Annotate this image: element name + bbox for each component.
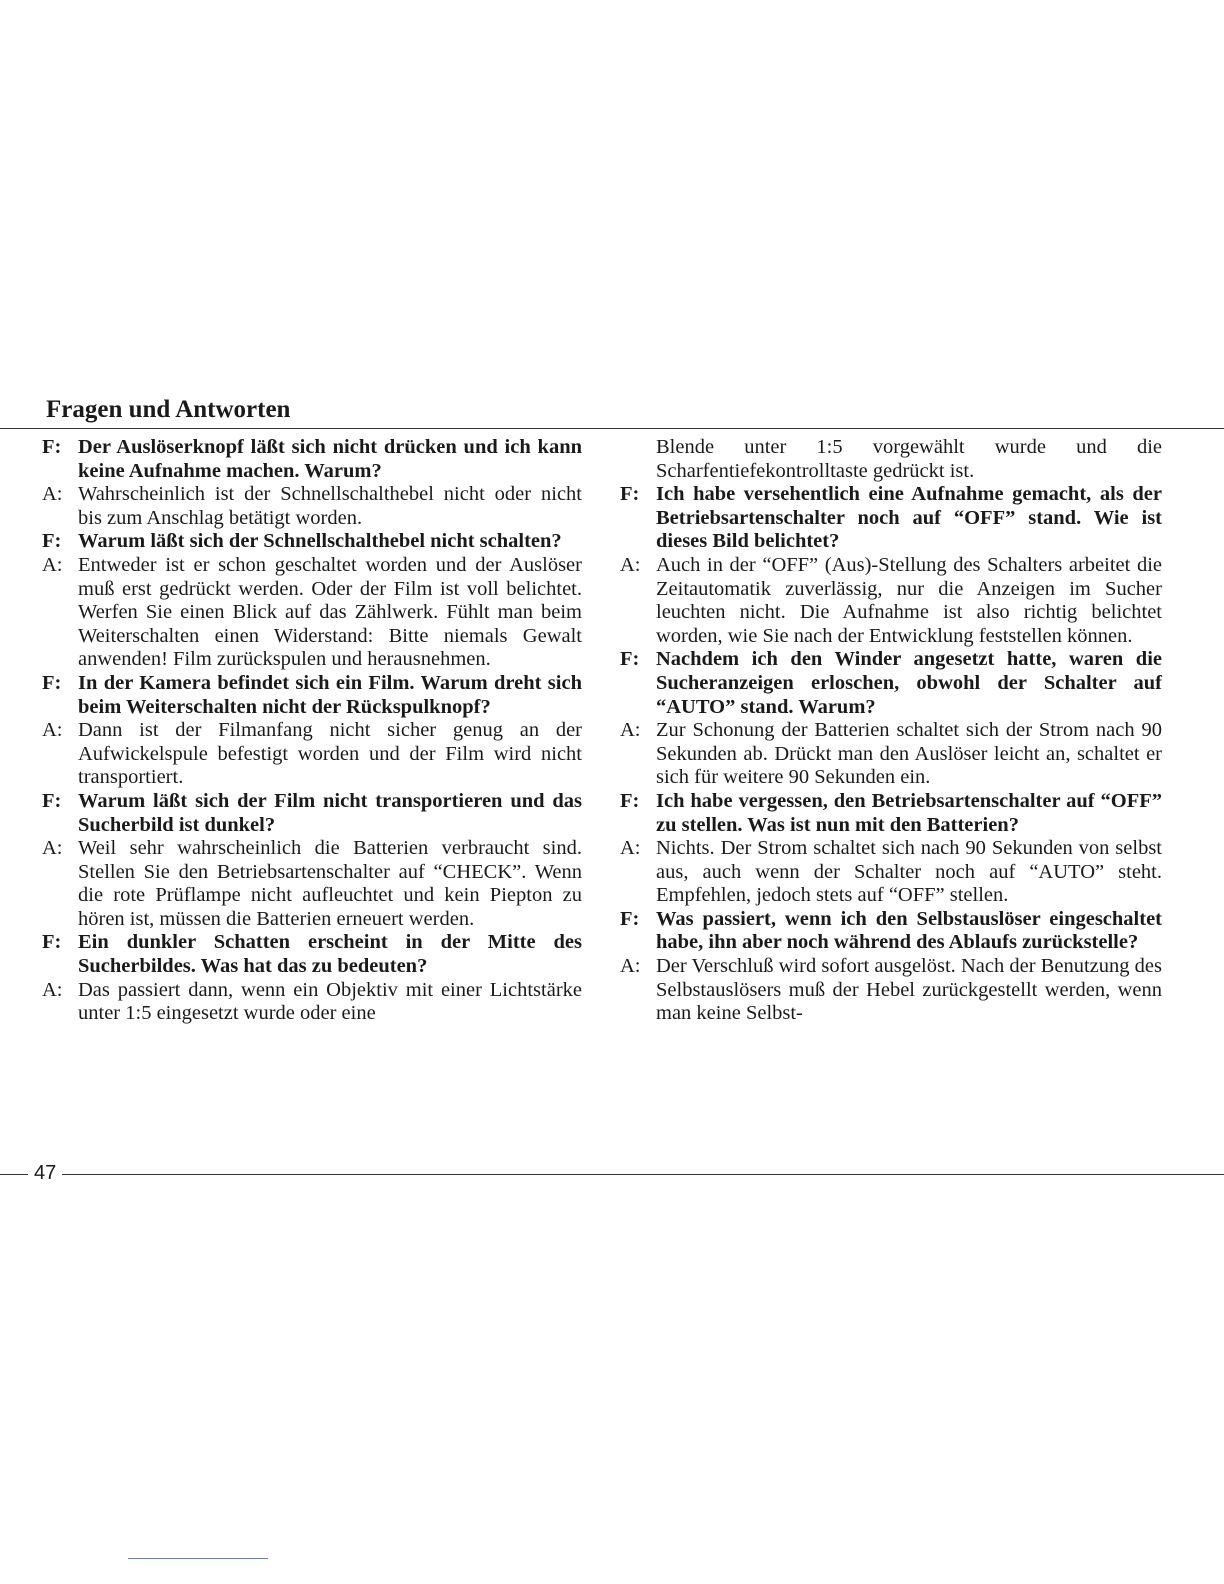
footer-divider: [128, 1558, 268, 1559]
question-item: [620, 483, 1162, 554]
answer-item: [620, 837, 1162, 908]
question-item: [42, 790, 582, 837]
page-number: 47: [28, 1162, 62, 1185]
answer-text: Entweder ist er schon geschaltet worden und der Auslöser muß erst gedrückt werden. Oder der Film ist voll belichtet. Werfen Sie einen Blick auf das Zählwerk. Fühlt man beim Weiterschalten einen Widerstand: Bitte niemals Gewalt anwenden! Film zurückspulen und herausnehmen.: [78, 553, 582, 671]
question-item: [42, 530, 582, 554]
footer-rule: [0, 1174, 1224, 1175]
question-marker: F:: [620, 907, 640, 930]
question-marker: F:: [620, 483, 640, 506]
question-item: [620, 648, 1162, 719]
answer-marker: A:: [620, 955, 641, 978]
answer-item: [620, 719, 1162, 790]
answer-marker: A:: [42, 553, 63, 576]
answer-text: Das passiert dann, wenn ein Objektiv mit einer Lichtstärke unter 1:5 eingesetzt wurde oder eine: [78, 978, 582, 1025]
answer-item: [42, 837, 582, 931]
question-text: Der Auslöserknopf läßt sich nicht drücken und ich kann keine Aufnahme machen. Warum?: [78, 436, 582, 482]
answer-item: [42, 483, 582, 530]
answer-item: [42, 979, 582, 1026]
question-marker: F:: [620, 648, 640, 671]
question-marker: F:: [42, 931, 62, 954]
answer-continuation: Blende unter 1:5 vorgewählt wurde und die Scharfentiefekontrolltaste gedrückt ist.: [656, 436, 1162, 482]
question-text: Was passiert, wenn ich den Selbstauslöser eingeschaltet habe, ihn aber noch während des Ablaufs zurückstelle?: [656, 907, 1162, 954]
answer-text: Zur Schonung der Batterien schaltet sich der Strom nach 90 Sekunden ab. Drückt man den Auslöser leicht an, schaltet er sich für weitere 90 Sekunden ein.: [656, 719, 1162, 789]
answer-item: [42, 554, 582, 672]
question-marker: F:: [42, 671, 62, 694]
answer-text: Dann ist der Filmanfang nicht sicher genug an der Aufwickelspule befestigt worden und der Film wird nicht transportiert.: [78, 719, 582, 789]
answer-text: Auch in der “OFF” (Aus)-Stellung des Schalters arbeitet die Zeitautomatik zuverlässig, nur die Anzeigen im Sucher leuchten nicht. Die Aufnahme ist also richtig belichtet worden, wie Sie nach der Entwicklung feststellen können.: [656, 553, 1162, 647]
answer-marker: A:: [42, 483, 63, 506]
answer-text: Der Verschluß wird sofort ausgelöst. Nach der Benutzung des Selbstauslösers muß der Hebel zurückgestellt werden, wenn man keine Selbst-: [656, 955, 1162, 1025]
question-item: [42, 672, 582, 719]
header-rule: [0, 428, 1224, 429]
question-text: Warum läßt sich der Film nicht transportieren und das Sucherbild ist dunkel?: [78, 789, 582, 836]
answer-item: [620, 955, 1162, 1026]
left-column: [42, 436, 582, 1026]
answer-item: [42, 719, 582, 790]
question-marker: F:: [42, 530, 62, 553]
question-marker: F:: [42, 436, 62, 458]
question-text: Ich habe versehentlich eine Aufnahme gemacht, als der Betriebsartenschalter noch auf “OFF” stand. Wie ist dieses Bild belichtet?: [656, 483, 1162, 553]
answer-item: [620, 554, 1162, 648]
question-item: [42, 931, 582, 978]
question-marker: F:: [620, 789, 640, 812]
answer-marker: A:: [42, 837, 63, 860]
question-text: Warum läßt sich der Schnellschalthebel nicht schalten?: [78, 530, 562, 553]
page-title: Fragen und Antworten: [46, 396, 291, 423]
question-text: Ich habe vergessen, den Betriebsartenschalter auf “OFF” zu stellen. Was ist nun mit den Batterien?: [656, 789, 1162, 836]
question-marker: F:: [42, 789, 62, 812]
answer-text: Weil sehr wahrscheinlich die Batterien verbraucht sind. Stellen Sie den Betriebsartenschalter auf “CHECK”. Wenn die rote Prüflampe nicht aufleuchtet und kein Piepton zu hören ist, müssen die Batterien erneuert werden.: [78, 837, 582, 930]
answer-text: Nichts. Der Strom schaltet sich nach 90 Sekunden von selbst aus, auch wenn der Schalter noch auf “AUTO” steht. Empfehlen, jedoch stets auf “OFF” stellen.: [656, 837, 1162, 907]
answer-text: Wahrscheinlich ist der Schnellschalthebel nicht oder nicht bis zum Anschlag betätigt worden.: [78, 483, 582, 529]
answer-marker: A:: [620, 837, 641, 860]
question-item: [42, 436, 582, 483]
answer-marker: A:: [42, 978, 63, 1001]
question-text: Ein dunkler Schatten erscheint in der Mitte des Sucherbildes. Was hat das zu bedeuten?: [78, 931, 582, 978]
answer-marker: A:: [620, 719, 641, 742]
question-item: [620, 790, 1162, 837]
question-text: In der Kamera befindet sich ein Film. Warum dreht sich beim Weiterschalten nicht der Rückspulknopf?: [78, 671, 582, 718]
question-item: [620, 908, 1162, 955]
answer-marker: A:: [42, 719, 63, 742]
answer-marker: A:: [620, 553, 641, 576]
question-text: Nachdem ich den Winder angesetzt hatte, waren die Sucheranzeigen erloschen, obwohl der Schalter auf “AUTO” stand. Warum?: [656, 648, 1162, 718]
right-column: [620, 436, 1162, 1026]
